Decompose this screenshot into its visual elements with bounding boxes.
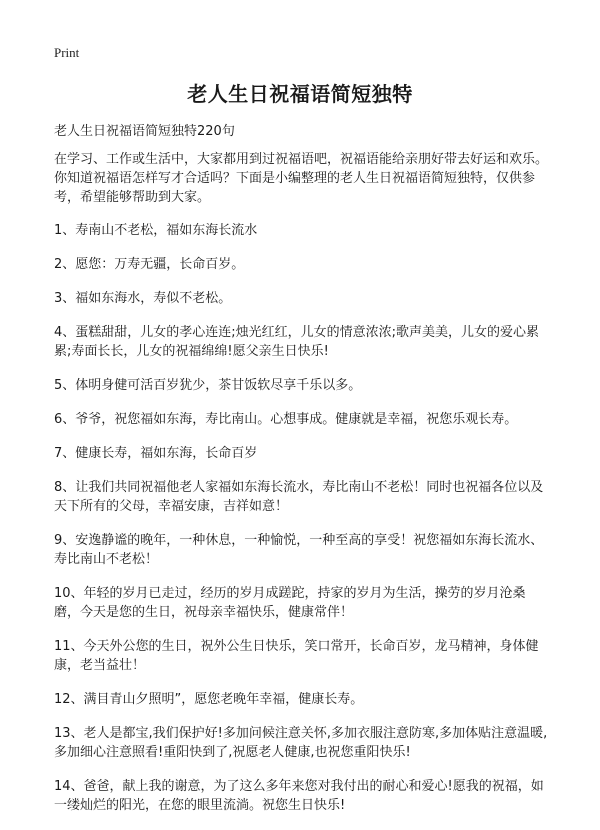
intro-paragraph: 在学习、工作或生活中，大家都用到过祝福语吧，祝福语能给亲朋好带去好运和欢乐。你知道祝福语怎样写才合适吗？下面是小编整理的老人生日祝福语简短独特，仅供参考，希望能够帮助到大家。 [54,152,549,205]
blessing-item-11: 11、今天外公您的生日，祝外公生日快乐，笑口常开，长命百岁，龙马精神，身体健康，老当益壮！ [54,639,539,673]
blessing-item-3: 3、福如东海水，寿似不老松。 [54,291,232,306]
article-body [54,150,550,830]
blessing-item-13: 13、老人是都宝,我们保护好!多加问候注意关怀,多加衣服注意防寒,多加体贴注意温暖,多加细心注意照看!重阳快到了,祝愿老人健康,也祝您重阳快乐! [54,726,548,760]
page-subtitle: 老人生日祝福语简短独特220句 [54,124,235,139]
blessing-item-14: 14、爸爸，献上我的谢意，为了这么多年来您对我付出的耐心和爱心!愿我的祝福，如一缕灿烂的阳光，在您的眼里流淌。祝您生日快乐! [54,779,544,813]
blessing-item-9: 9、安逸静谧的晚年，一种休息，一种愉悦，一种至高的享受！祝您福如东海长流水、寿比南山不老松！ [54,533,544,567]
blessing-item-7: 7、健康长寿，福如东海，长命百岁 [54,446,258,461]
print-link[interactable]: Print [54,45,80,60]
blessing-item-2: 2、愿您：万寿无疆，长命百岁。 [54,257,245,272]
blessing-item-10: 10、年轻的岁月已走过，经历的岁月成蹉跎，持家的岁月为生活，操劳的岁月沧桑磨，今天是您的生日，祝母亲幸福快乐，健康常伴！ [54,586,526,620]
blessing-item-8: 8、让我们共同祝福他老人家福如东海长流水，寿比南山不老松！同时也祝福各位以及天下所有的父母，幸福安康，吉祥如意！ [54,480,544,514]
page-title: 老人生日祝福语简短独特 [187,82,413,106]
blessing-item-5: 5、体明身健可活百岁犹少，茶甘饭软尽享千乐以多。 [54,378,362,393]
blessing-item-12: 12、满目青山夕照明”，愿您老晚年幸福，健康长寿。 [54,692,364,707]
blessing-item-6: 6、爷爷，祝您福如东海，寿比南山。心想事成。健康就是幸福，祝您乐观长寿。 [54,412,518,427]
blessing-item-1: 1、寿南山不老松，福如东海长流水 [54,223,258,238]
blessing-item-4: 4、蛋糕甜甜，儿女的孝心连连;烛光红红，儿女的情意浓浓;歌声美美，儿女的爱心累累;寿面长长，儿女的祝福绵绵!愿父亲生日快乐! [54,325,540,359]
